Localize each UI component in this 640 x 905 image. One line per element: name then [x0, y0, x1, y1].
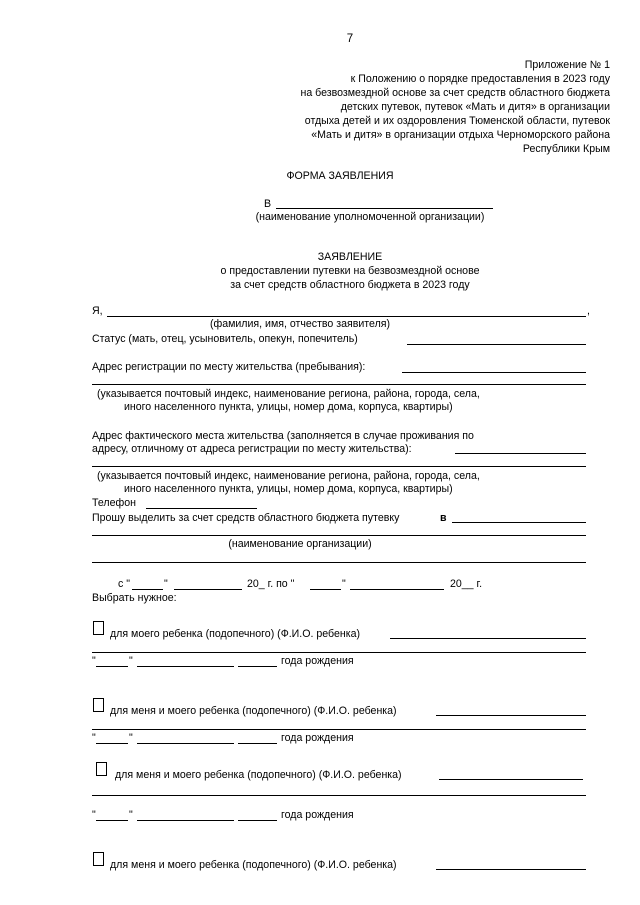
option-4-child-name-field[interactable]: [436, 869, 586, 870]
option-3-birth-quote-open: ": [92, 809, 96, 821]
option-1-child-name-field[interactable]: [390, 638, 586, 639]
option-3-birth-day-field[interactable]: [96, 820, 128, 821]
period-quote-2: ": [342, 578, 346, 590]
request-org-field-1[interactable]: [452, 522, 586, 523]
option-1-checkbox[interactable]: [93, 621, 104, 635]
period-from-month-field[interactable]: [174, 589, 242, 590]
option-3-label: для меня и моего ребенка (подопечного) (Ф.И.О. ребенка): [115, 769, 402, 781]
option-2-child-name-field[interactable]: [436, 715, 586, 716]
option-4-label: для меня и моего ребенка (подопечного) (Ф.И.О. ребенка): [110, 859, 397, 871]
option-4-checkbox[interactable]: [93, 852, 104, 866]
period-from: с ": [118, 578, 131, 590]
form-title: ФОРМА ЗАЯВЛЕНИЯ: [286, 170, 394, 182]
option-2-child-name-field-2[interactable]: [92, 729, 586, 730]
option-3-child-name-field-2[interactable]: [92, 795, 586, 796]
appendix-line: отдыха детей и их оздоровления Тюменской области, путевок: [304, 115, 610, 127]
request-in: в: [440, 512, 447, 524]
application-subtitle-2: за счет средств областного бюджета в 2023 году: [230, 279, 470, 291]
applicant-caption: (фамилия, имя, отчество заявителя): [209, 318, 391, 330]
application-title: ЗАЯВЛЕНИЕ: [317, 251, 383, 263]
option-2-birth-quote-open: ": [92, 732, 96, 744]
choose-label: Выбрать нужное:: [92, 592, 177, 604]
period-to-day-field[interactable]: [310, 589, 341, 590]
period-year-2: 20__ г.: [450, 578, 483, 590]
phone-field[interactable]: [146, 508, 257, 509]
actual-address-field-2[interactable]: [92, 466, 586, 467]
option-1-label: для моего ребенка (подопечного) (Ф.И.О. ребенка): [110, 628, 361, 640]
option-2-label: для меня и моего ребенка (подопечного) (Ф.И.О. ребенка): [110, 705, 397, 717]
option-2-checkbox[interactable]: [93, 698, 104, 712]
appendix-line: на безвозмездной основе за счет средств областного бюджета: [300, 87, 610, 99]
status-field[interactable]: [407, 344, 586, 345]
request-org-caption: (наименование организации): [228, 538, 372, 550]
option-2-birth-month-field[interactable]: [137, 743, 234, 744]
actual-address-field-1[interactable]: [455, 453, 586, 454]
appendix-line: Приложение № 1: [524, 59, 610, 71]
option-1-birth-quote-close: ": [129, 655, 133, 667]
option-3-birth-quote-close: ": [129, 809, 133, 821]
option-3-birth-year-field[interactable]: [238, 820, 277, 821]
appendix-line: Республики Крым: [522, 143, 610, 155]
option-1-birth-day-field[interactable]: [96, 666, 128, 667]
applicant-prefix: Я,: [92, 305, 103, 317]
addressee-prefix: В: [264, 198, 272, 210]
applicant-comma: ,: [587, 305, 590, 317]
option-1-birth-label: года рождения: [281, 655, 354, 667]
request-org-field-2[interactable]: [92, 535, 586, 536]
option-3-birth-month-field[interactable]: [137, 820, 234, 821]
option-1-birth-quote-open: ": [92, 655, 96, 667]
option-2-birth-quote-close: ": [129, 732, 133, 744]
option-1-birth-month-field[interactable]: [137, 666, 234, 667]
option-2-birth-day-field[interactable]: [96, 743, 128, 744]
option-3-birth-label: года рождения: [281, 809, 354, 821]
reg-address-field-1[interactable]: [402, 372, 586, 373]
option-3-checkbox[interactable]: [96, 762, 107, 776]
page-number: 7: [346, 33, 354, 45]
status-label: Статус (мать, отец, усыновитель, опекун, попечитель): [92, 333, 358, 345]
application-subtitle-1: о предоставлении путевки на безвозмездной основе: [220, 265, 480, 277]
addressee-field[interactable]: [276, 208, 493, 209]
request-label: Прошу выделить за счет средств областного бюджета путевку: [92, 512, 400, 524]
period-to-month-field[interactable]: [350, 589, 444, 590]
reg-address-hint-1: (указывается почтовый индекс, наименование региона, района, города, села,: [97, 388, 480, 400]
reg-address-field-2[interactable]: [92, 384, 586, 385]
applicant-name-field[interactable]: [107, 316, 586, 317]
period-year-1: 20_ г. по ": [247, 578, 295, 590]
option-3-child-name-field[interactable]: [439, 779, 583, 780]
actual-address-label-1: Адрес фактического места жительства (заполняется в случае проживания по: [92, 430, 474, 442]
phone-label: Телефон: [92, 497, 136, 509]
period-from-day-field[interactable]: [132, 589, 163, 590]
reg-address-label: Адрес регистрации по месту жительства (пребывания):: [92, 361, 366, 373]
actual-address-hint-2: иного населенного пункта, улицы, номер дома, корпуса, квартиры): [124, 483, 453, 495]
actual-address-hint-1: (указывается почтовый индекс, наименование региона, района, города, села,: [97, 470, 480, 482]
appendix-line: к Положению о порядке предоставления в 2023 году: [350, 73, 610, 85]
option-1-child-name-field-2[interactable]: [92, 652, 586, 653]
option-1-birth-year-field[interactable]: [238, 666, 277, 667]
option-2-birth-label: года рождения: [281, 732, 354, 744]
appendix-line: «Мать и дитя» в организации отдыха Черноморского района: [311, 129, 610, 141]
request-org-field-3[interactable]: [92, 562, 586, 563]
reg-address-hint-2: иного населенного пункта, улицы, номер дома, корпуса, квартиры): [124, 401, 453, 413]
addressee-caption: (наименование уполномоченной организации): [255, 211, 485, 223]
actual-address-label-2: адресу, отличному от адреса регистрации по месту жительства):: [92, 443, 412, 455]
appendix-line: детских путевок, путевок «Мать и дитя» в организации: [340, 101, 610, 113]
option-2-birth-year-field[interactable]: [238, 743, 277, 744]
period-quote-1: ": [164, 578, 168, 590]
